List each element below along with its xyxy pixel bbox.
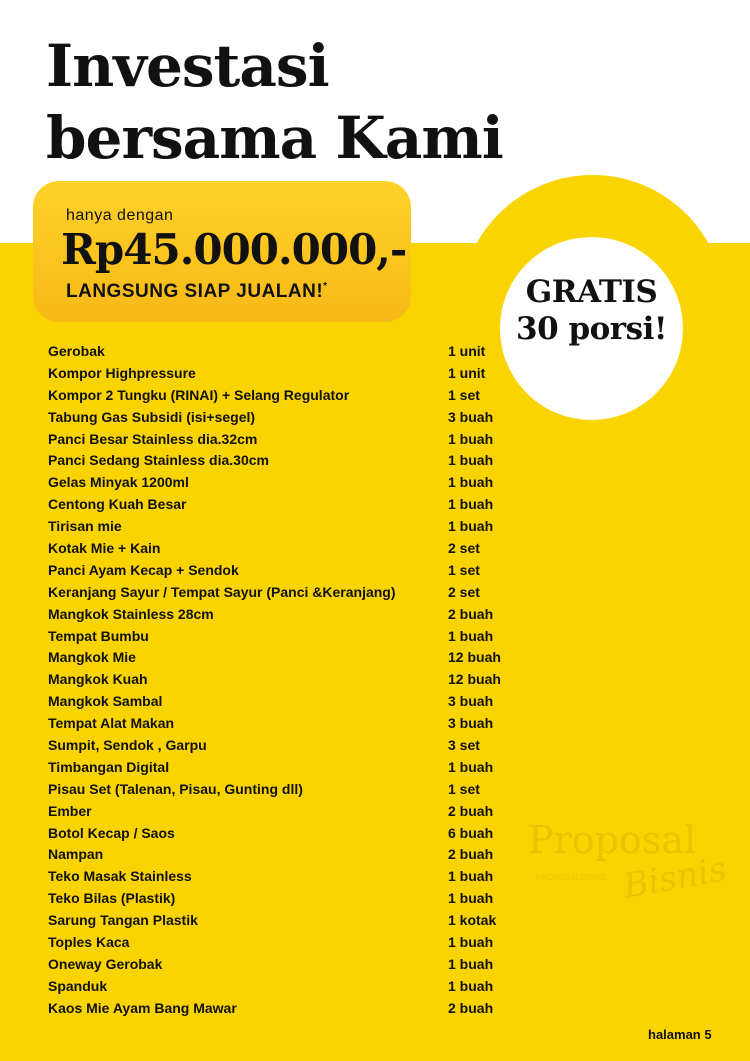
item-quantity: 2 buah — [448, 605, 494, 622]
item-name: Tempat Alat Makan — [48, 715, 175, 732]
item-quantity: 1 buah — [448, 627, 494, 644]
equipment-item — [48, 647, 568, 669]
equipment-item — [48, 713, 568, 735]
title-line-2: bersama Kami — [46, 104, 503, 172]
equipment-item — [48, 516, 568, 538]
item-name: Mangkok Mie — [48, 649, 136, 666]
equipment-item — [48, 866, 568, 888]
item-name: Panci Sedang Stainless dia.30cm — [48, 452, 269, 469]
equipment-item — [48, 779, 568, 801]
item-name: Keranjang Sayur / Tempat Sayur (Panci &Keranjang) — [48, 583, 396, 600]
item-name: Mangkok Kuah — [48, 671, 148, 688]
item-name: Spanduk — [48, 977, 108, 994]
item-quantity: 1 buah — [448, 518, 494, 535]
item-name: Gelas Minyak 1200ml — [48, 474, 189, 491]
item-quantity: 1 set — [448, 561, 480, 578]
item-name: Tempat Bumbu — [48, 627, 149, 644]
equipment-item — [48, 888, 568, 910]
item-quantity: 2 buah — [448, 802, 494, 819]
page-title — [46, 30, 503, 174]
item-quantity: 6 buah — [448, 824, 494, 841]
equipment-item — [48, 910, 568, 932]
item-name: Tirisan mie — [48, 518, 122, 535]
price-cta — [66, 281, 328, 303]
item-quantity: 3 buah — [448, 715, 494, 732]
page-number: halaman 5 — [648, 1027, 712, 1042]
item-name: Panci Ayam Kecap + Sendok — [48, 561, 239, 578]
equipment-item — [48, 954, 568, 976]
item-quantity: 1 unit — [448, 343, 486, 359]
item-quantity: 1 buah — [448, 955, 494, 972]
item-name: Kotak Mie + Kain — [48, 540, 161, 557]
item-quantity: 1 buah — [448, 496, 494, 513]
item-quantity: 1 buah — [448, 430, 494, 447]
item-quantity: 12 buah — [448, 649, 501, 666]
watermark-script: Bisnis — [620, 849, 730, 907]
item-quantity: 1 buah — [448, 934, 494, 951]
equipment-item — [48, 998, 568, 1020]
equipment-item — [48, 735, 568, 757]
equipment-item — [48, 757, 568, 779]
equipment-list — [48, 341, 568, 1020]
item-quantity: 1 buah — [448, 977, 494, 994]
item-name: Kaos Mie Ayam Bang Mawar — [48, 999, 237, 1016]
price-box — [33, 181, 411, 322]
equipment-item — [48, 626, 568, 648]
item-name: Timbangan Digital — [48, 758, 170, 775]
watermark-word: Proposal — [528, 818, 697, 862]
price-asterisk: * — [323, 281, 328, 292]
equipment-item — [48, 844, 568, 866]
item-quantity: 1 set — [448, 386, 480, 403]
item-name: Gerobak — [48, 343, 105, 359]
item-quantity: 3 set — [448, 737, 480, 754]
item-quantity: 3 buah — [448, 693, 494, 710]
item-quantity: 2 set — [448, 540, 480, 557]
equipment-item — [48, 560, 568, 582]
equipment-item — [48, 691, 568, 713]
equipment-item — [48, 472, 568, 494]
item-name: Panci Besar Stainless dia.32cm — [48, 430, 258, 447]
item-quantity: 2 buah — [448, 846, 494, 863]
item-name: Nampan — [48, 846, 104, 863]
badge-line-2: 30 porsi! — [516, 311, 667, 347]
item-name: Sarung Tangan Plastik — [48, 912, 198, 929]
price-amount: Rp45.000.000,- — [61, 225, 407, 274]
item-name: Centong Kuah Besar — [48, 496, 187, 513]
price-intro: hanya dengan — [66, 207, 174, 224]
watermark-sub: PROPOSALBISNIS — [536, 873, 607, 882]
item-quantity: 1 buah — [448, 758, 494, 775]
item-quantity: 1 buah — [448, 890, 494, 907]
item-name: Sumpit, Sendok , Garpu — [48, 737, 207, 754]
equipment-item — [48, 976, 568, 998]
watermark-logo — [528, 818, 743, 918]
price-cta-text: LANGSUNG SIAP JUALAN! — [66, 281, 324, 302]
equipment-item — [48, 363, 568, 385]
equipment-item — [48, 801, 568, 823]
item-name: Mangkok Sambal — [48, 693, 163, 710]
item-quantity: 1 unit — [448, 364, 486, 381]
item-name: Oneway Gerobak — [48, 955, 163, 972]
title-line-1: Investasi — [46, 32, 329, 100]
item-name: Kompor 2 Tungku (RINAI) + Selang Regulator — [48, 386, 350, 403]
equipment-item — [48, 582, 568, 604]
equipment-item — [48, 429, 568, 451]
item-quantity: 2 buah — [448, 999, 494, 1016]
equipment-item — [48, 494, 568, 516]
equipment-item — [48, 450, 568, 472]
equipment-item — [48, 407, 568, 429]
badge-line-1: GRATIS — [525, 274, 658, 310]
item-name: Toples Kaca — [48, 934, 130, 951]
item-quantity: 3 buah — [448, 408, 494, 425]
equipment-item — [48, 385, 568, 407]
item-quantity: 1 kotak — [448, 912, 497, 929]
item-name: Teko Masak Stainless — [48, 868, 192, 885]
item-quantity: 1 buah — [448, 452, 494, 469]
item-quantity: 1 buah — [448, 868, 494, 885]
item-quantity: 1 set — [448, 780, 480, 797]
item-name: Teko Bilas (Plastik) — [48, 890, 176, 907]
item-name: Kompor Highpressure — [48, 364, 196, 381]
item-quantity: 2 set — [448, 583, 480, 600]
item-quantity: 1 buah — [448, 474, 494, 491]
equipment-item — [48, 669, 568, 691]
item-name: Tabung Gas Subsidi (isi+segel) — [48, 408, 256, 425]
equipment-item — [48, 538, 568, 560]
item-name: Ember — [48, 802, 92, 819]
item-name: Botol Kecap / Saos — [48, 824, 175, 841]
equipment-item — [48, 604, 568, 626]
item-name: Pisau Set (Talenan, Pisau, Gunting dll) — [48, 780, 303, 797]
equipment-item — [48, 932, 568, 954]
item-quantity: 12 buah — [448, 671, 501, 688]
equipment-item — [48, 823, 568, 845]
equipment-item — [48, 341, 568, 363]
item-name: Mangkok Stainless 28cm — [48, 605, 214, 622]
